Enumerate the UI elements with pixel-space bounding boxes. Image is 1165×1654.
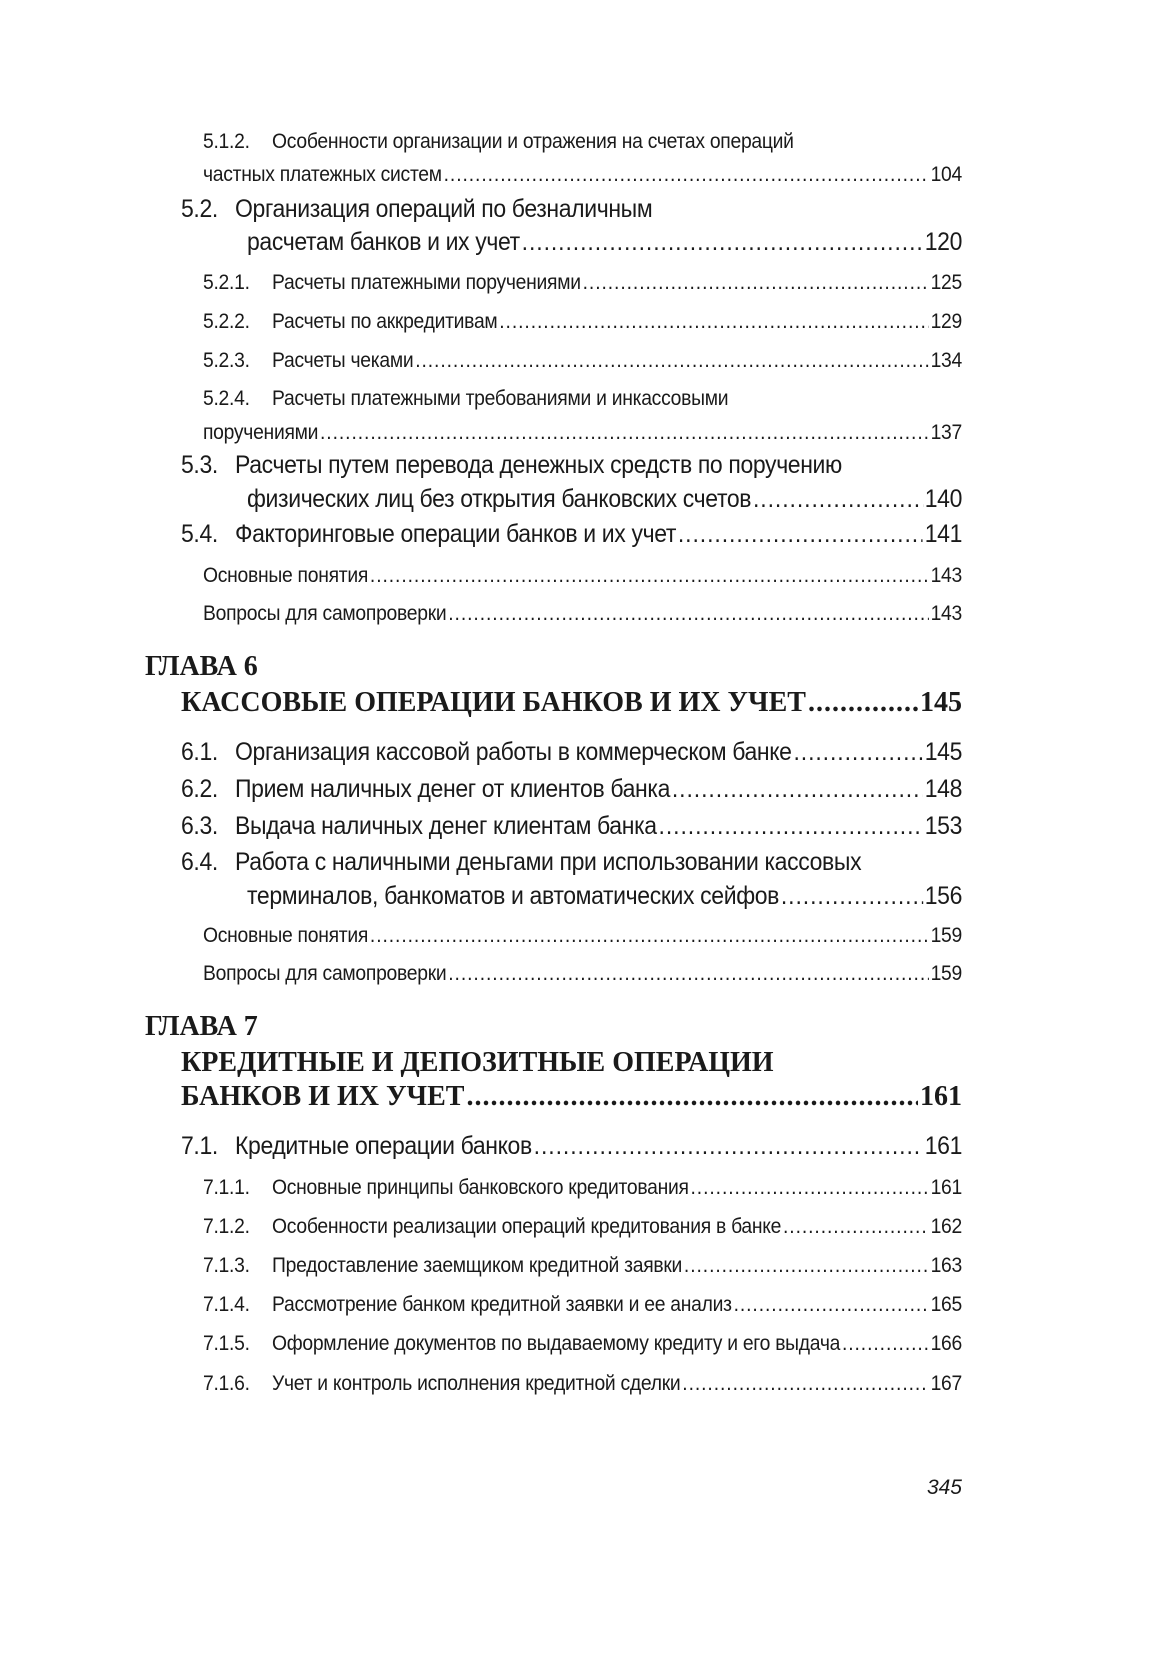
toc-entry-number: 5.2.2. xyxy=(203,310,250,333)
toc-entry-number: 7.1.3. xyxy=(203,1254,250,1277)
toc-entry-title: Учет и контроль исполнения кредитной сделки xyxy=(272,1372,681,1395)
toc-entry-page: 137 xyxy=(930,421,962,444)
toc-line xyxy=(203,1215,962,1239)
toc-entry-page: 104 xyxy=(930,163,962,186)
toc-entry-number: 7.1.4. xyxy=(203,1293,250,1316)
toc-line xyxy=(203,130,962,154)
toc-line xyxy=(203,1176,962,1200)
toc-entry-page: 145 xyxy=(924,738,962,766)
toc-entry-page: 143 xyxy=(930,564,962,587)
toc-line xyxy=(203,1254,962,1278)
toc-entry-number: 5.2. xyxy=(181,195,218,223)
toc-line xyxy=(247,882,962,911)
toc-entry-title: КАССОВЫЕ ОПЕРАЦИИ БАНКОВ И ИХ УЧЕТ xyxy=(181,687,806,718)
toc-dot-leader xyxy=(734,1293,929,1317)
toc-entry-page: 163 xyxy=(930,1254,962,1277)
toc-line xyxy=(203,1293,962,1317)
toc-line xyxy=(203,421,962,445)
toc-entry-page: 145 xyxy=(920,687,962,718)
toc-dot-leader xyxy=(678,520,923,549)
toc-entry-title: расчетам банков и их учет xyxy=(247,228,520,256)
toc-entry-page: 148 xyxy=(924,775,962,803)
toc-dot-leader xyxy=(320,421,929,445)
toc-dot-leader xyxy=(783,1215,929,1239)
toc-dot-leader xyxy=(684,1254,929,1278)
toc-line xyxy=(247,228,962,257)
toc-dot-leader xyxy=(583,271,929,295)
toc-entry-number: 7.1.5. xyxy=(203,1332,250,1355)
toc-dot-leader xyxy=(370,564,929,588)
toc-entry-page: 125 xyxy=(930,271,962,294)
toc-entry-title: Организация операций по безналичным xyxy=(234,195,653,223)
toc-dot-leader xyxy=(466,1081,918,1113)
toc-dot-leader xyxy=(659,812,923,841)
toc-entry-title: Кредитные операции банков xyxy=(234,1132,532,1160)
toc-line xyxy=(247,485,962,514)
toc-entry-number: 5.4. xyxy=(181,520,218,548)
toc-line xyxy=(203,310,962,334)
toc-dot-leader xyxy=(448,962,928,986)
toc-line xyxy=(181,451,962,480)
toc-entry-title: БАНКОВ И ИХ УЧЕТ xyxy=(181,1081,465,1112)
toc-entry-page: 134 xyxy=(930,349,962,372)
toc-entry-title: терминалов, банкоматов и автоматических сейфов xyxy=(247,882,780,910)
toc-line xyxy=(181,1081,962,1113)
toc-entry-title: Основные принципы банковского кредитования xyxy=(272,1176,689,1199)
toc-line xyxy=(203,924,962,948)
toc-entry-page: 153 xyxy=(924,812,962,840)
toc-entry-page: 162 xyxy=(930,1215,962,1238)
toc-entry-number: 7.1.1. xyxy=(203,1176,250,1199)
toc-entry-title: поручениями xyxy=(203,421,319,444)
toc-entry-title: Прием наличных денег от клиентов банка xyxy=(234,775,670,803)
toc-dot-leader xyxy=(842,1332,929,1356)
toc-line xyxy=(203,349,962,373)
toc-line xyxy=(203,1332,962,1356)
toc-entry-title: Вопросы для самопроверки xyxy=(203,602,447,625)
toc-dot-leader xyxy=(522,228,923,257)
toc-entry-title: Работа с наличными деньгами при использовании кассовых xyxy=(234,848,862,876)
toc-entry-title: Расчеты платежными требованиями и инкассовыми xyxy=(272,387,729,410)
toc-entry-title: Расчеты платежными поручениями xyxy=(272,271,581,294)
toc-entry-title: Рассмотрение банком кредитной заявки и ее анализ xyxy=(272,1293,732,1316)
toc-entry-page: 166 xyxy=(930,1332,962,1355)
toc-entry-page: 141 xyxy=(924,520,962,548)
toc-line xyxy=(203,163,962,187)
toc-entry-title: ГЛАВА 7 xyxy=(145,1011,258,1042)
toc-entry-page: 165 xyxy=(930,1293,962,1316)
toc-dot-leader xyxy=(793,738,922,767)
toc-entry-title: Предоставление заемщиком кредитной заявки xyxy=(272,1254,683,1277)
toc-line xyxy=(181,738,962,767)
toc-line xyxy=(203,1372,962,1396)
toc-entry-title: Факторинговые операции банков и их учет xyxy=(234,520,677,548)
toc-entry-number: 6.3. xyxy=(181,812,218,840)
toc-entry-number: 5.3. xyxy=(181,451,218,479)
toc-entry-title: Расчеты чеками xyxy=(272,349,414,372)
toc-entry-title: Выдача наличных денег клиентам банка xyxy=(234,812,657,840)
toc-entry-number: 7.1.6. xyxy=(203,1372,250,1395)
toc-entry-number: 6.4. xyxy=(181,848,218,876)
toc-line xyxy=(181,195,962,224)
toc-dot-leader xyxy=(370,924,929,948)
toc-dot-leader xyxy=(691,1176,929,1200)
toc-entry-title: КРЕДИТНЫЕ И ДЕПОЗИТНЫЕ ОПЕРАЦИИ xyxy=(181,1047,774,1078)
toc-dot-leader xyxy=(672,775,923,804)
toc-entry-page: 120 xyxy=(924,228,962,256)
toc-entry-title: Основные понятия xyxy=(203,564,369,587)
toc-entry-title: Вопросы для самопроверки xyxy=(203,962,447,985)
toc-entry-number: 6.2. xyxy=(181,775,218,803)
toc-dot-leader xyxy=(444,163,929,187)
toc-line xyxy=(181,1047,962,1079)
toc-dot-leader xyxy=(682,1372,928,1396)
toc-line xyxy=(203,387,962,411)
toc-entry-number: 7.1.2. xyxy=(203,1215,250,1238)
toc-entry-number: 5.2.3. xyxy=(203,349,250,372)
toc-entry-title: Расчеты путем перевода денежных средств по поручению xyxy=(234,451,842,479)
toc-entry-title: ГЛАВА 6 xyxy=(145,651,258,682)
toc-entry-page: 143 xyxy=(930,602,962,625)
toc-entry-title: Оформление документов по выдаваемому кредиту и его выдача xyxy=(272,1332,841,1355)
toc-line xyxy=(203,564,962,588)
toc-line xyxy=(203,962,962,986)
toc-line xyxy=(181,812,962,841)
toc-line xyxy=(145,651,962,683)
toc-entry-page: 161 xyxy=(920,1081,962,1112)
toc-line xyxy=(203,271,962,295)
toc-dot-leader xyxy=(499,310,928,334)
toc-entry-number: 7.1. xyxy=(181,1132,218,1160)
toc-entry-number: 5.2.1. xyxy=(203,271,250,294)
toc-dot-leader xyxy=(781,882,923,911)
toc-entry-page: 156 xyxy=(924,882,962,910)
toc-entry-number: 5.1.2. xyxy=(203,130,250,153)
toc-entry-title: Особенности организации и отражения на счетах операций xyxy=(272,130,794,153)
toc-line xyxy=(181,520,962,549)
toc-entry-page: 140 xyxy=(924,485,962,513)
toc-entry-page: 159 xyxy=(930,924,962,947)
toc-entry-number: 5.2.4. xyxy=(203,387,250,410)
toc-entry-title: Особенности реализации операций кредитования в банке xyxy=(272,1215,782,1238)
toc-entry-title: Организация кассовой работы в коммерческом банке xyxy=(234,738,792,766)
page-number: 345 xyxy=(926,1476,962,1499)
toc-line xyxy=(181,687,962,719)
toc-dot-leader xyxy=(415,349,929,373)
toc-dot-leader xyxy=(534,1132,923,1161)
toc-entry-title: Основные понятия xyxy=(203,924,369,947)
toc-entry-page: 129 xyxy=(930,310,962,333)
toc-entry-page: 161 xyxy=(924,1132,962,1160)
toc-line xyxy=(181,775,962,804)
toc-entry-title: частных платежных систем xyxy=(203,163,442,186)
toc-entry-page: 161 xyxy=(930,1176,962,1199)
toc-dot-leader xyxy=(753,485,923,514)
toc-dot-leader xyxy=(448,602,928,626)
toc-line xyxy=(203,602,962,626)
toc-line xyxy=(181,848,962,877)
toc-entry-title: Расчеты по аккредитивам xyxy=(272,310,498,333)
toc-entry-page: 159 xyxy=(930,962,962,985)
toc-entry-page: 167 xyxy=(930,1372,962,1395)
toc-entry-title: физических лиц без открытия банковских счетов xyxy=(247,485,752,513)
toc-entry-number: 6.1. xyxy=(181,738,218,766)
toc-dot-leader xyxy=(808,687,918,719)
toc-line xyxy=(181,1132,962,1161)
toc-line xyxy=(145,1011,962,1043)
